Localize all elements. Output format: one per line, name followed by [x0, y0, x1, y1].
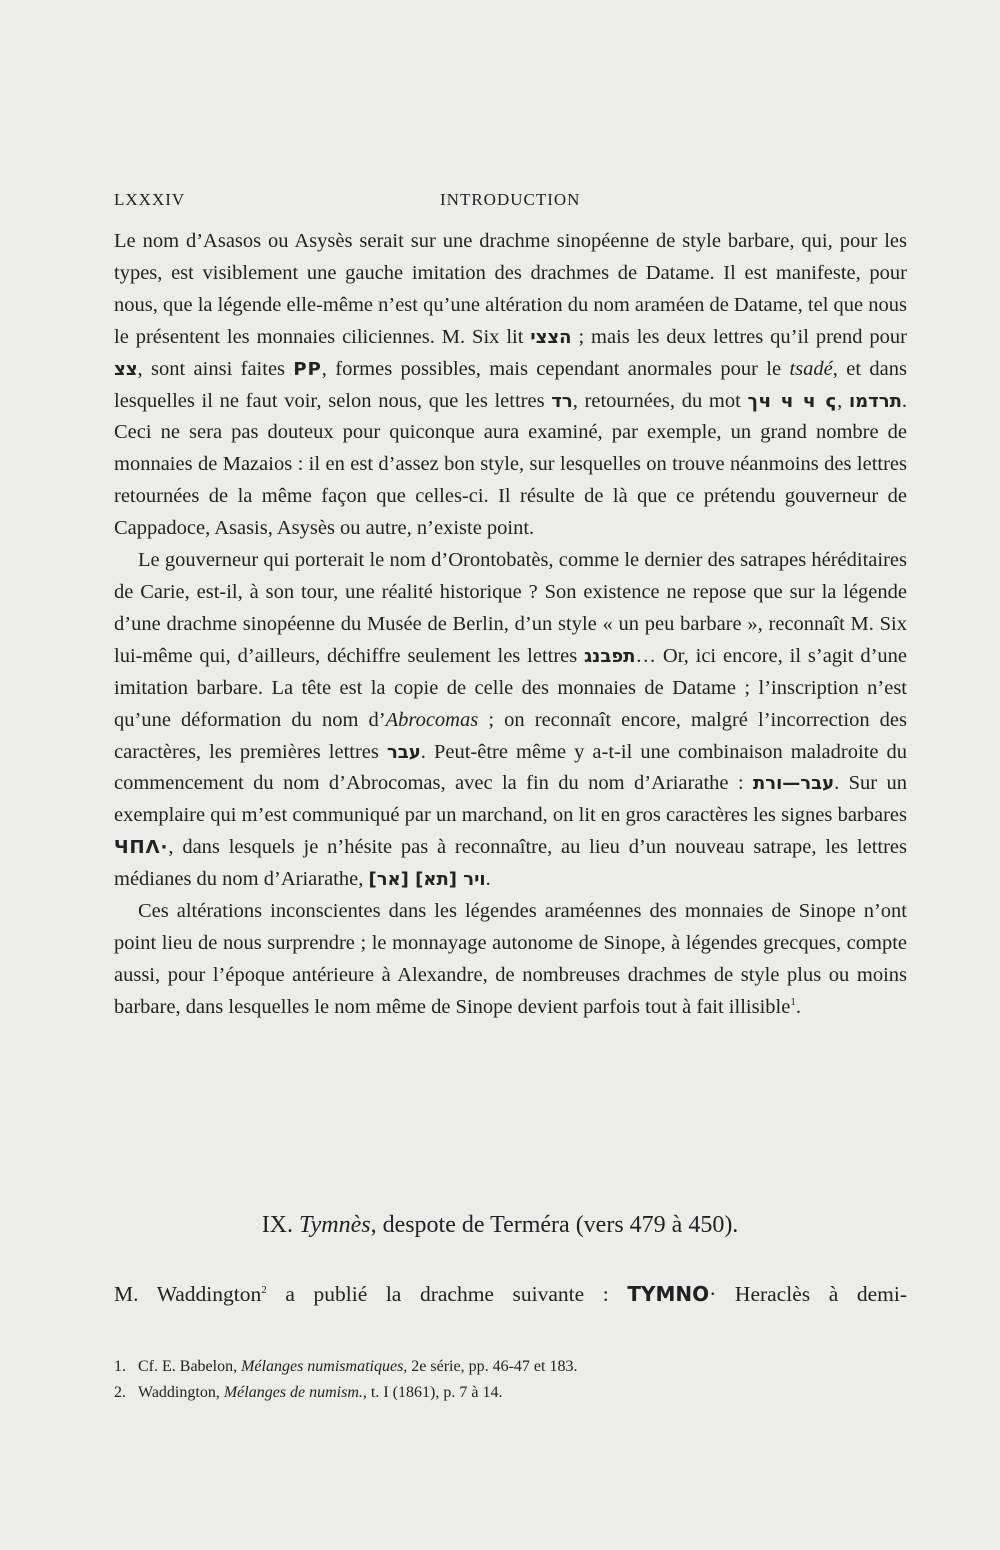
footnote-ref[interactable]: 2 [261, 1283, 267, 1296]
text-span: . Sur un exemplaire qui m’est communiqué par un marchand, on lit en gros caractères les signes barbares [114, 772, 907, 827]
text-span: Waddington, [138, 1384, 224, 1401]
text-span: , [837, 389, 849, 412]
paragraph [114, 545, 907, 896]
italic-text: Mélanges numismatiques [241, 1358, 404, 1375]
text-span: , formes possibles, mais cependant anormales pour le [321, 357, 790, 380]
hebrew-legend: עבר—ורת [752, 773, 835, 795]
text-span: Le gouverneur qui porterait le nom d’Orontobatès, comme le dernier des satrapes héréditaires de Carie, est-il, à son tour, une réalité historique ? Son existence ne repose que sur la légende d’une drachme sinopéenne du Musée de Berlin, d’un style « un peu barbare », reconnaît M. Six lui-même qui, d’ailleurs, déchiffre seulement les lettres [114, 549, 907, 667]
section-subtitle: , despote de Terméra (vers 479 à 450). [370, 1212, 739, 1238]
text-span: … Or, ici encore, il s’agit d’une imitation barbare. La tête est la copie de celle des monnaies de Datame ; l’inscription n’est qu’une déformation du nom d’ [114, 644, 907, 731]
text-span: , dans lesquels je n’hésite pas à reconnaître, au lieu d’un nouveau satrape, les lettres médianes du nom d’Ariarathe, [114, 836, 907, 891]
section-number: IX. [261, 1212, 294, 1238]
text-span: · Heraclès à demi- [709, 1282, 907, 1306]
text-span: . Peut-être même y a-t-il une combinaison maladroite du commencement du nom d’Abrocomas, avec la fin du nom d’Ariarathe : [114, 740, 908, 795]
paragraph [114, 896, 907, 1024]
main-text [114, 226, 907, 1024]
footnote-ref[interactable]: 1 [790, 995, 796, 1008]
hebrew-legend: [אר] ויר [תא] [368, 869, 486, 891]
hebrew-legend: הצצי [530, 326, 572, 348]
text-span: , retournées, du mot [572, 389, 748, 412]
hebrew-legend: צצ [114, 358, 138, 380]
text-span: . Ceci ne sera pas douteux pour quiconque aura examiné, par exemple, un grand nombre de monnaies de Mazaios : il en est d’assez bon style, sur lesquelles on trouve néanmoins des lettres retournées de la même façon que celles-ci. Il résulte de là que ce prétendu gouverneur de Cappadoce, Asasis, Asysès ou autre, n’existe point. [114, 389, 908, 540]
hebrew-legend: תפבנג [584, 645, 636, 667]
footnotes [114, 1354, 907, 1406]
text-span: Le nom d’Asasos ou Asysès serait sur une drachme sinopéenne de style barbare, qui, pour les types, est visiblement une gauche imitation des drachmes de Datame. Il est manifeste, pour nous, que la légende elle-même n’est qu’une altération du nom araméen de Datame, tel que nous le présentent les monnaies ciliciennes. M. Six lit [114, 230, 907, 348]
hebrew-legend: תרדמו [848, 390, 902, 412]
text-span: . [795, 995, 801, 1018]
running-title: INTRODUCTION [440, 190, 581, 209]
hebrew-legend: רד [551, 390, 573, 412]
italic-text: tsadé [789, 357, 833, 380]
text-span: a publié la drachme suivante : [266, 1282, 628, 1306]
text-span: ; on reconnaît encore, malgré l’incorrection des caractères, les premières lettres [114, 708, 908, 763]
footnote-number: 1. [114, 1358, 126, 1375]
italic-text: Mélanges de numism. [223, 1384, 363, 1401]
text-span: , t. I (1861), p. 7 à 14. [362, 1384, 503, 1401]
aramaic-glyphs: ЧΠΛ· [114, 837, 169, 859]
page-number: LXXXIV [114, 190, 186, 209]
footnote [114, 1380, 907, 1406]
text-span: Cf. E. Babelon, [138, 1358, 242, 1375]
aramaic-glyphs: ΡΡ [293, 358, 322, 380]
coin-legend: TYMNO [627, 1282, 710, 1306]
text-span: , 2e série, pp. 46-47 et 183. [403, 1358, 578, 1375]
aramaic-glyphs: ךч ч ч ҁ [747, 390, 838, 412]
section-first-line [114, 1282, 907, 1307]
text-span: ; mais les deux lettres qu’il prend pour [571, 325, 907, 348]
footnote-number: 2. [114, 1384, 126, 1401]
italic-text: Abrocomas [385, 708, 479, 731]
paragraph [114, 226, 907, 545]
footnote [114, 1354, 907, 1380]
text-span: , et dans lesquelles il ne faut voir, selon nous, que les lettres [114, 357, 907, 412]
text-span: . [485, 868, 491, 891]
text-span: Ces altérations inconscientes dans les légendes araméennes des monnaies de Sinope n’ont point lieu de nous surprendre ; le monnayage autonome de Sinope, à légendes grecques, compte aussi, pour l’époque antérieure à Alexandre, de nombreuses drachmes de style plus ou moins barbare, dans lesquelles le nom même de Sinope devient parfois tout à fait illisible [114, 900, 907, 1018]
text-span: , sont ainsi faites [137, 357, 294, 380]
hebrew-legend: עבר [386, 741, 421, 763]
section-name: Tymnès [299, 1212, 371, 1238]
section-heading [0, 1212, 1000, 1239]
text-span: M. Waddington [114, 1282, 262, 1306]
